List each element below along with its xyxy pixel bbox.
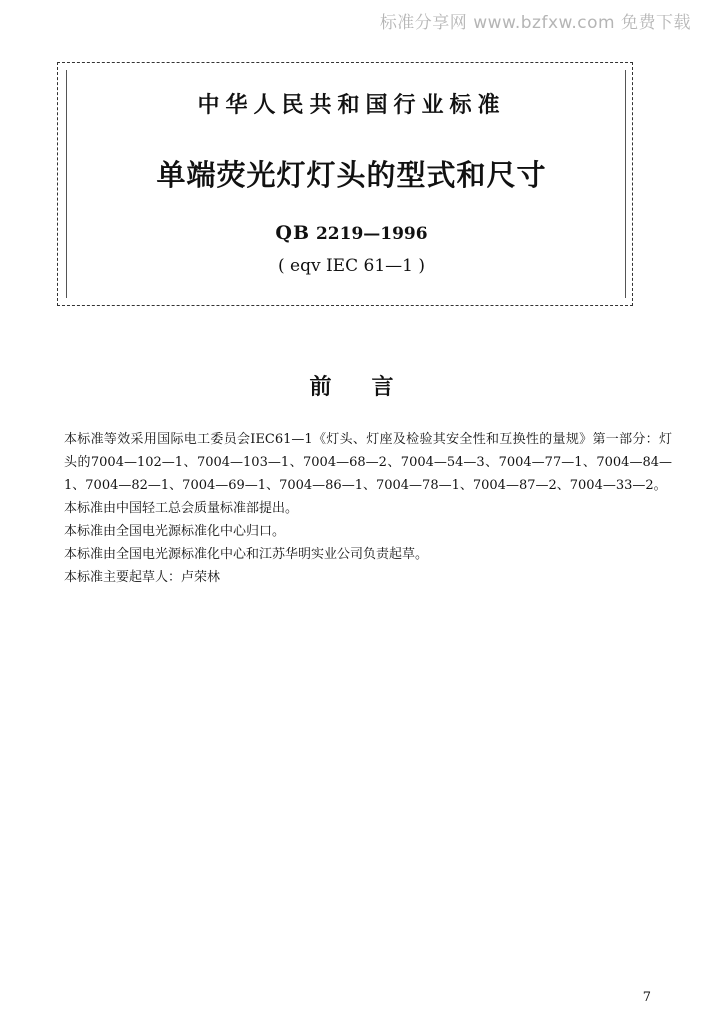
paragraph-centralized: 本标准由全国电光源标准化中心归口。 — [64, 524, 286, 539]
standard-number-line — [0, 222, 703, 244]
standard-number: 2219—1996 — [315, 224, 428, 244]
paragraph-drafter: 本标准由全国电光源标准化中心和江苏华明实业公司负责起草。 — [64, 547, 429, 562]
foreword-heading: 前言 — [309, 374, 434, 400]
foreword-body — [64, 428, 672, 589]
watermark-text: 标准分享网 www.bzfxw.com 免费下载 — [379, 13, 691, 33]
paragraph-adoption: 本标准等效采用国际电工委员会IEC61—1《灯头、灯座及检验其安全性和互换性的量规》第一部分：灯头的7004—102—1、7004—103—1、7004—68—2、7004—54—3、7004—77—1、7004—84—1、7004—82—1、7004—69—1、7004—86—1、7004—78—1、7004—87—2、7004—33—2。 — [64, 432, 672, 493]
paragraph-main-drafter: 本标准主要起草人：卢荣林 — [64, 570, 221, 585]
document-title: 单端荧光灯灯头的型式和尺寸 — [156, 158, 547, 192]
paragraph-proposer: 本标准由中国轻工总会质量标准部提出。 — [64, 501, 299, 516]
standard-code: QB — [275, 222, 311, 244]
standard-category: 中华人民共和国行业标准 — [197, 92, 506, 118]
equivalence-note: ( eqv IEC 61—1 ) — [277, 256, 425, 276]
page-number: 7 — [642, 990, 651, 1005]
